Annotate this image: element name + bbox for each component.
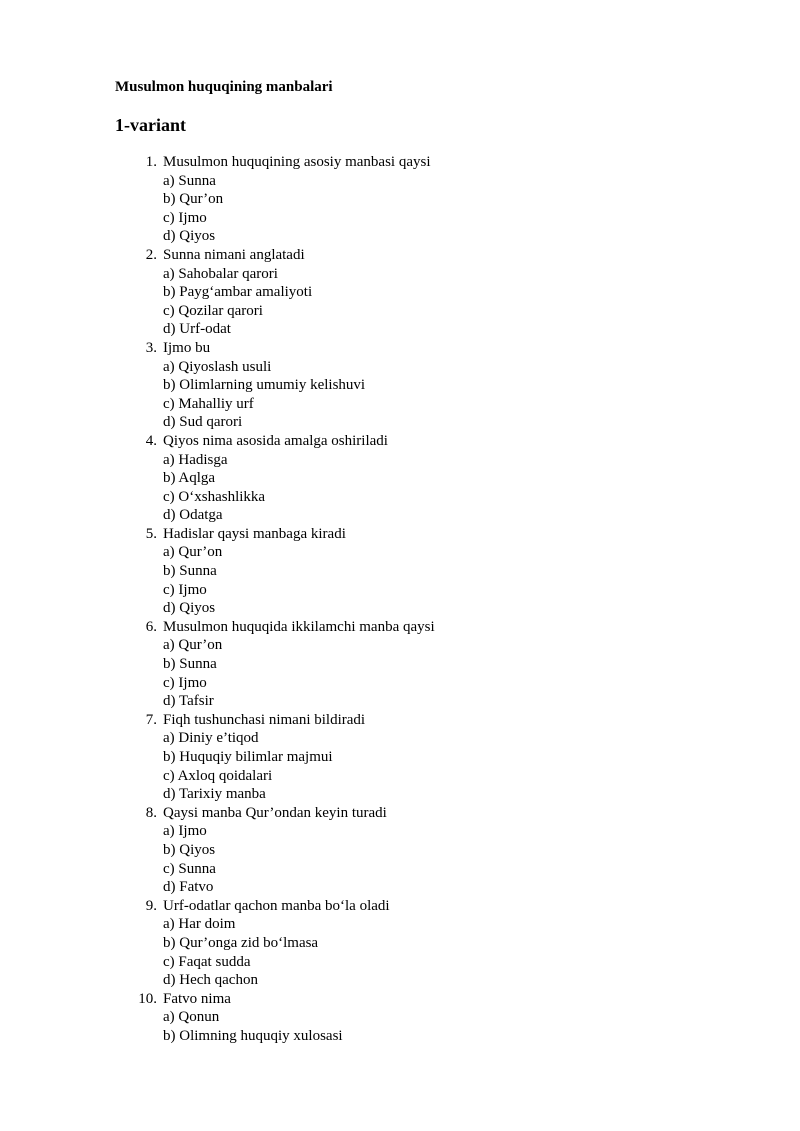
question-item [0, 246, 800, 339]
question-number: 1. [145, 154, 157, 170]
answer-option: d) Sud qarori [163, 414, 243, 431]
answer-option: b) Sunna [163, 656, 217, 673]
answer-option: b) Aqlga [163, 470, 216, 487]
answer-option: a) Diniy e’tiqod [163, 730, 259, 747]
answer-option: a) Qonun [163, 1009, 220, 1026]
question-text: Musulmon huquqining asosiy manbasi qaysi [163, 154, 431, 170]
answer-option: a) Sunna [163, 172, 216, 189]
question-text: Qiyos nima asosida amalga oshiriladi [163, 432, 388, 449]
question-item [0, 897, 800, 990]
answer-option: c) Faqat sudda [163, 953, 251, 970]
answer-option: b) Payg‘ambar amaliyoti [163, 284, 313, 301]
question-text: Qaysi manba Qur’ondan keyin turadi [163, 804, 387, 821]
answer-option: d) Qiyos [163, 600, 216, 617]
answer-option: b) Sunna [163, 563, 217, 580]
question-number: 4. [145, 432, 157, 449]
answer-option: a) Hadisga [163, 451, 228, 468]
question-item [0, 990, 800, 1046]
answer-option: a) Qur’on [163, 544, 223, 561]
question-list [0, 153, 800, 1046]
answer-option: c) Ijmo [163, 209, 207, 226]
answer-option: b) Qur’on [163, 191, 224, 208]
answer-option: b) Qiyos [163, 841, 216, 858]
question-item [0, 339, 800, 432]
answer-option: c) Qozilar qarori [163, 302, 263, 319]
answer-option: a) Qur’on [163, 637, 223, 654]
question-item [0, 711, 800, 804]
answer-option: d) Hech qachon [163, 972, 258, 989]
question-number: 10. [138, 990, 157, 1007]
question-number: 7. [145, 711, 157, 728]
question-item [0, 525, 800, 618]
answer-option: d) Odatga [163, 507, 223, 524]
question-text: Hadislar qaysi manbaga kiradi [163, 525, 346, 542]
question-text: Ijmo bu [163, 339, 211, 356]
question-number: 2. [145, 246, 157, 263]
answer-option: d) Tafsir [163, 693, 214, 710]
answer-option: d) Urf-odat [163, 321, 231, 338]
question-text: Urf-odatlar qachon manba bo‘la oladi [163, 897, 390, 914]
question-text: Musulmon huquqida ikkilamchi manba qaysi [163, 618, 435, 635]
question-text: Sunna nimani anglatadi [163, 246, 305, 263]
question-number: 6. [145, 618, 157, 635]
question-text: Fatvo nima [163, 990, 231, 1007]
answer-option: b) Olimlarning umumiy kelishuvi [163, 377, 366, 394]
answer-option: a) Ijmo [163, 823, 207, 840]
answer-option: b) Olimning huquqiy xulosasi [163, 1027, 343, 1044]
question-item [0, 618, 800, 711]
question-item [0, 153, 800, 246]
question-number: 3. [145, 339, 157, 356]
question-number: 5. [145, 525, 157, 542]
answer-option: c) Ijmo [163, 674, 207, 691]
question-item [0, 432, 800, 525]
question-text: Fiqh tushunchasi nimani bildiradi [163, 711, 366, 728]
answer-option: c) Ijmo [163, 581, 207, 598]
answer-option: c) Axloq qoidalari [163, 767, 273, 784]
answer-option: b) Huquqiy bilimlar majmui [163, 749, 333, 765]
variant-heading: 1-variant [115, 115, 186, 135]
answer-option: c) O‘xshashlikka [163, 488, 266, 505]
answer-option: c) Sunna [163, 860, 216, 877]
question-number: 8. [145, 804, 157, 821]
answer-option: d) Tarixiy manba [163, 786, 266, 803]
answer-option: a) Har doim [163, 916, 236, 933]
answer-option: a) Sahobalar qarori [163, 265, 278, 282]
answer-option: b) Qur’onga zid bo‘lmasa [163, 934, 319, 951]
answer-option: d) Fatvo [163, 879, 214, 896]
answer-option: d) Qiyos [163, 228, 216, 245]
answer-option: c) Mahalliy urf [163, 395, 254, 412]
question-number: 9. [145, 897, 157, 914]
question-item [0, 804, 800, 897]
answer-option: a) Qiyoslash usuli [163, 358, 272, 375]
document-title: Musulmon huquqining manbalari [115, 79, 333, 95]
